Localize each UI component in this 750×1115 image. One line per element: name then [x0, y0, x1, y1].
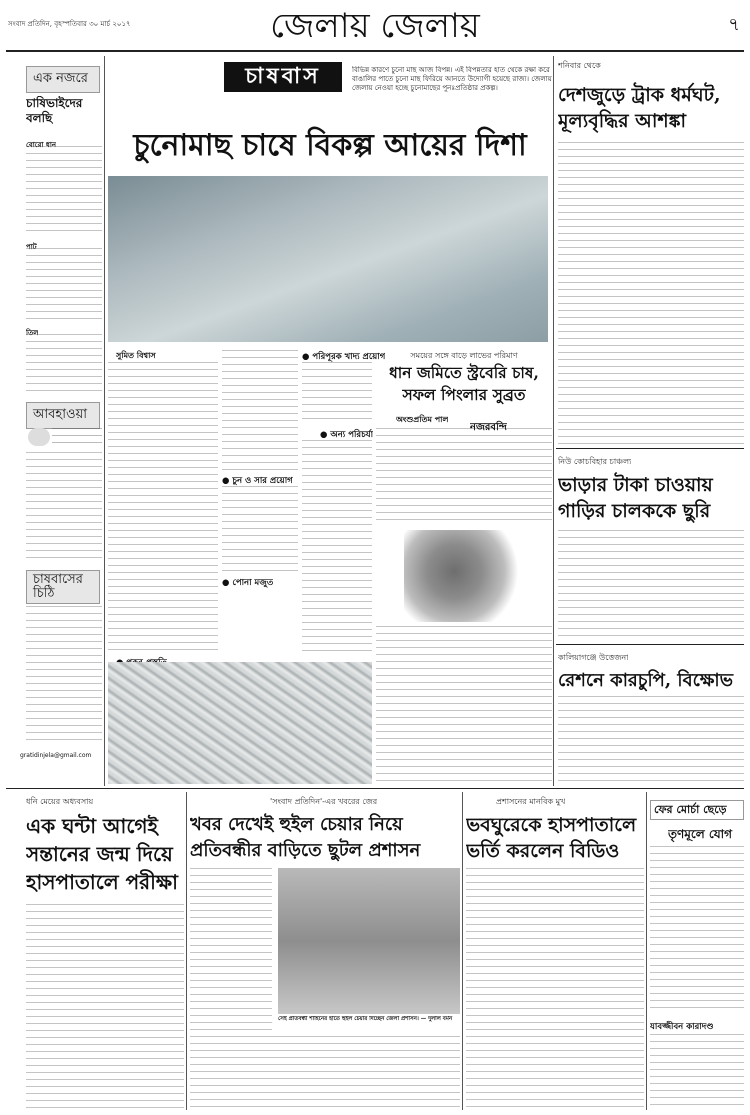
small-fish-photo [108, 662, 372, 784]
header-rule [6, 50, 744, 52]
wheelchair-text-2 [190, 1036, 460, 1108]
boro-rice-head: বোরো ধান [26, 141, 57, 149]
wheelchair-text [190, 868, 272, 1032]
cooch-headline-line2: গাড়ির চালককে ছুরি [558, 500, 711, 522]
strawberry-kicker: সময়ের সঙ্গে বাড়ে লাভের পরিমাণ [410, 351, 518, 360]
at-a-glance-tag: এক নজরে [26, 66, 100, 93]
strawberry-text [376, 428, 552, 526]
strawberry-headline [376, 362, 552, 406]
column-divider [462, 792, 463, 1110]
jute-text [26, 248, 102, 320]
farmers-section-head: চাষিভাইদের বলছি [26, 96, 83, 125]
fish-sub-lime: ● চুন ও সার প্রয়োগ [222, 476, 293, 486]
boro-rice-text [26, 146, 102, 234]
tmc-text [650, 846, 744, 1014]
feature-intro: বিভিন্ন কারণে চুনো মাছ আজ বিপন্ন। এই বিপন্নতার হাত থেকে রক্ষা করে বাঙালির পাতে চুনো মাছ ফিরিয়ে আনতে উদ্যোগী হয়েছে রাজ্য। জেলায় জেলায় নেওয়া হচ্ছে চুনোমাছের পুনঃপ্রতিষ্ঠার প্রকল্প। [352, 66, 552, 92]
exam-text [26, 904, 184, 1108]
tmc-kicker: ফের মোর্চা ছেড়ে [650, 800, 744, 820]
fishing-net-photo [108, 176, 548, 342]
truck-headline-line2: মূল্যবৃদ্ধির আশঙ্কা [558, 110, 687, 132]
weather-cloud-icon [28, 428, 50, 446]
fish-story-col2b [222, 486, 298, 572]
wheelchair-kicker: 'সংবাদ প্রতিদিন'-এর খবরের জের [270, 797, 378, 806]
page-title: জেলায় জেলায় [270, 6, 480, 46]
fish-story-col3 [302, 362, 372, 422]
exam-headline-line2: সন্তানের জন্ম দিয়ে [26, 842, 173, 866]
cooch-headline-line1: ভাড়ার টাকা চাওয়ায় [558, 474, 713, 496]
cooch-text [558, 530, 744, 640]
weather-summary-text [52, 428, 102, 448]
fish-sub-care: ● অন্য পরিচর্যা [320, 430, 374, 440]
ration-kicker: কালিয়াগঞ্জে উত্তেজনা [558, 653, 629, 662]
bottom-rule [6, 788, 744, 789]
right-divider [556, 644, 744, 645]
fish-story-col1 [108, 362, 218, 652]
column-divider [104, 56, 105, 786]
weather-tag: আবহাওয়া [26, 402, 100, 429]
wheelchair-headline-line2: প্রতিবন্ধীর বাড়িতে ছুটল প্রশাসন [190, 840, 421, 861]
strawberry-text-2 [376, 626, 552, 784]
chashbas-logo: চাষবাস [224, 62, 342, 92]
truck-text [558, 142, 744, 444]
exam-headline-line1: এক ঘন্টা আগেই [26, 814, 158, 838]
bdo-headline [466, 812, 644, 864]
exam-headline-line3: হাসপাতালে পরীক্ষা [26, 870, 178, 894]
column-divider [186, 792, 187, 1110]
strawberry-photo [404, 530, 530, 622]
bdo-headline-line2: ভর্তি করলেন বিডিও [466, 840, 620, 862]
main-headline: চুনোমাছ চাষে বিকল্প আয়ের দিশা [133, 128, 527, 163]
jute-head: পাট [26, 243, 37, 251]
exam-kicker: ধনি মেয়ের অধ্যবসায় [26, 797, 94, 806]
bdo-headline-line1: ভবঘুরেকে হাসপাতালে [466, 814, 637, 836]
strawberry-headline-line1: ধান জমিতে স্ট্রবেরি চাষ, [389, 363, 539, 382]
truck-headline-line1: দেশজুড়ে ট্রাক ধর্মঘট, [558, 84, 721, 106]
column-divider [646, 792, 647, 1110]
ration-text [558, 696, 744, 784]
header-date: সংবাদ প্রতিদিন, বৃহস্পতিবার ৩০ মার্চ ২০১৭ [8, 20, 131, 28]
fish-sub-stocking: ● পোনা মজুত [222, 578, 274, 588]
right-divider [556, 448, 744, 449]
wheelchair-headline-line1: খবর দেখেই হুইল চেয়ার নিয়ে [190, 814, 403, 835]
contact-email[interactable]: gratidinjela@gmail.com [20, 752, 92, 759]
sesame-head: তিল [26, 329, 39, 337]
fish-story-byline: সুমিত বিশ্বাস [116, 351, 156, 360]
truck-headline [558, 82, 744, 134]
weather-text [26, 452, 102, 560]
truck-kicker: শনিবার থেকে [558, 61, 601, 70]
exam-headline [26, 812, 184, 896]
life-sentence-text [650, 1034, 744, 1108]
tmc-headline: তৃণমূলে যোগ [668, 827, 732, 841]
fish-story-col2 [222, 350, 298, 470]
letters-tag: চাষবাসের চিঠি [26, 570, 100, 604]
bdo-kicker: প্রশাসনের মানবিক মুখ [496, 797, 566, 806]
ration-headline: রেশনে কারচুপি, বিক্ষোভ [558, 670, 734, 691]
page-number: ৭ [728, 14, 740, 35]
fish-sub-feed: ● পরিপূরক খাদ্য প্রয়োগ [302, 352, 386, 362]
bdo-text [466, 868, 644, 1108]
fish-story-col3b [302, 440, 372, 654]
letters-text [26, 606, 102, 746]
cooch-kicker: নিউ কোচবিহার চাঞ্চল্য [558, 457, 632, 466]
strawberry-headline-line2: সফল পিংলার সুব্রত [402, 385, 526, 404]
wheelchair-photo [278, 868, 460, 1014]
sesame-text [26, 334, 102, 394]
column-divider [553, 56, 554, 786]
wheelchair-caption: সেই প্রতিবন্ধী শাহিনের হাতে হুইল চেয়ার দিচ্ছেন জেলা প্রশাসন। — দুলাল বর্মন [278, 1016, 453, 1022]
strawberry-byline: অংশুপ্রতিম পাল [396, 415, 449, 424]
life-sentence-head: যাবজ্জীবন কারাদণ্ড [650, 1022, 714, 1032]
cooch-headline [558, 472, 744, 524]
strawberry-label: নজরবন্দি [470, 422, 507, 433]
wheelchair-headline [190, 812, 460, 864]
